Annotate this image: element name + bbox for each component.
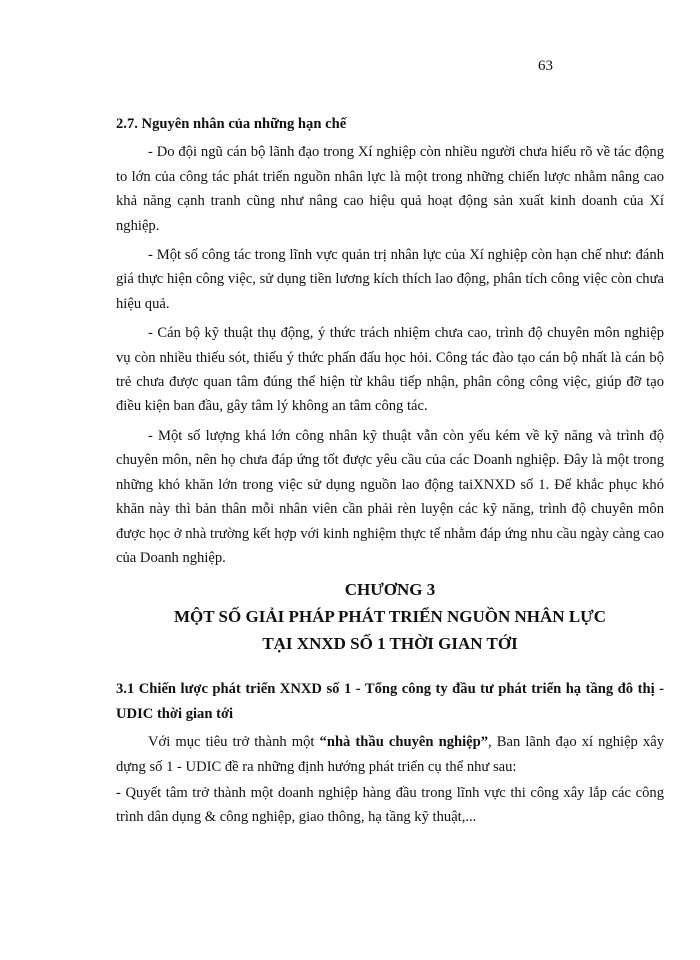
section-heading-3-1: 3.1 Chiến lược phát triển XNXD số 1 - Tổng công ty đầu tư phát triển hạ tầng đô thị - UDIC thời gian tới <box>116 681 664 722</box>
paragraph-leadership: - Do đội ngũ cán bộ lãnh đạo trong Xí nghiệp còn nhiều người chưa hiểu rõ về tác động to lớn của công tác phát triển nguồn nhân lực là một trong những chiến lược nhằm nâng cao khả năng cạnh tranh cũng như nâng cao hiệu quả hoạt động sản xuất kinh doanh của Xí nghiệp. <box>116 144 664 234</box>
section-heading-2-7: 2.7. Nguyên nhân của những hạn chế <box>116 116 347 132</box>
chapter-number: CHƯƠNG 3 <box>344 580 436 600</box>
intro-bold-phrase: “nhà thầu chuyên nghiệp” <box>319 734 489 751</box>
paragraph-technical-staff: - Cán bộ kỹ thuật thụ động, ý thức trách nhiệm chưa cao, trình độ chuyên môn nghiệp vụ còn nhiều thiếu sót, thiếu ý thức phấn đấu học hỏi. Công tác đào tạo cán bộ nhất là cán bộ trẻ chưa được quan tâm đúng thể hiện từ khâu tiếp nhận, phân công công việc, giúp đỡ tạo điều kiện ban đầu, gây tâm lý không an tâm công tác. <box>116 325 664 415</box>
paragraph-dash-item: - Quyết tâm trở thành một doanh nghiệp hàng đầu trong lĩnh vực thi công xây lắp các công trình dân dụng & công nghiệp, giao thông, hạ tầng kỹ thuật,... <box>116 784 664 826</box>
document-body <box>116 112 664 830</box>
page-number: 63 <box>538 58 553 74</box>
chapter-title-line-2: TẠI XNXD SỐ 1 THỜI GIAN TỚI <box>262 634 518 654</box>
chapter-heading <box>116 576 664 657</box>
paragraph-skilled-workers: - Một số lượng khá lớn công nhân kỹ thuật vẫn còn yếu kém về kỹ năng và trình độ chuyên môn, nên họ chưa đáp ứng tốt được yêu cầu của các Doanh nghiệp. Đây là một trong những khó khăn lớn trong việc sử dụng nguồn lao động taiXNXD số 1. Để khắc phục khó khăn này thì bản thân mỗi nhân viên cần phải rèn luyện các kỹ năng, trình độ chuyên môn được học ở nhà trường kết hợp với kinh nghiệm thực tế nhằm đáp ứng nhu cầu ngày càng cao của Doanh nghiệp. <box>116 427 664 566</box>
intro-text-before: Với mục tiêu trở thành một <box>148 734 320 751</box>
chapter-title-line-1: MỘT SỐ GIẢI PHÁP PHÁT TRIỂN NGUỒN NHÂN LỰC <box>174 607 606 627</box>
paragraph-intro <box>116 730 664 779</box>
intro-text-after: , Ban lãnh đạo xí nghiệp xây dựng số 1 - UDIC đề ra những định hướng phát triển cụ thể như sau: <box>116 734 664 775</box>
paragraph-hr-management: - Một số công tác trong lĩnh vực quản trị nhân lực của Xí nghiệp còn hạn chế như: đánh giá thực hiện công việc, sử dụng tiền lương kích thích lao động, phân tích công việc còn chưa hiệu quả. <box>116 247 664 312</box>
